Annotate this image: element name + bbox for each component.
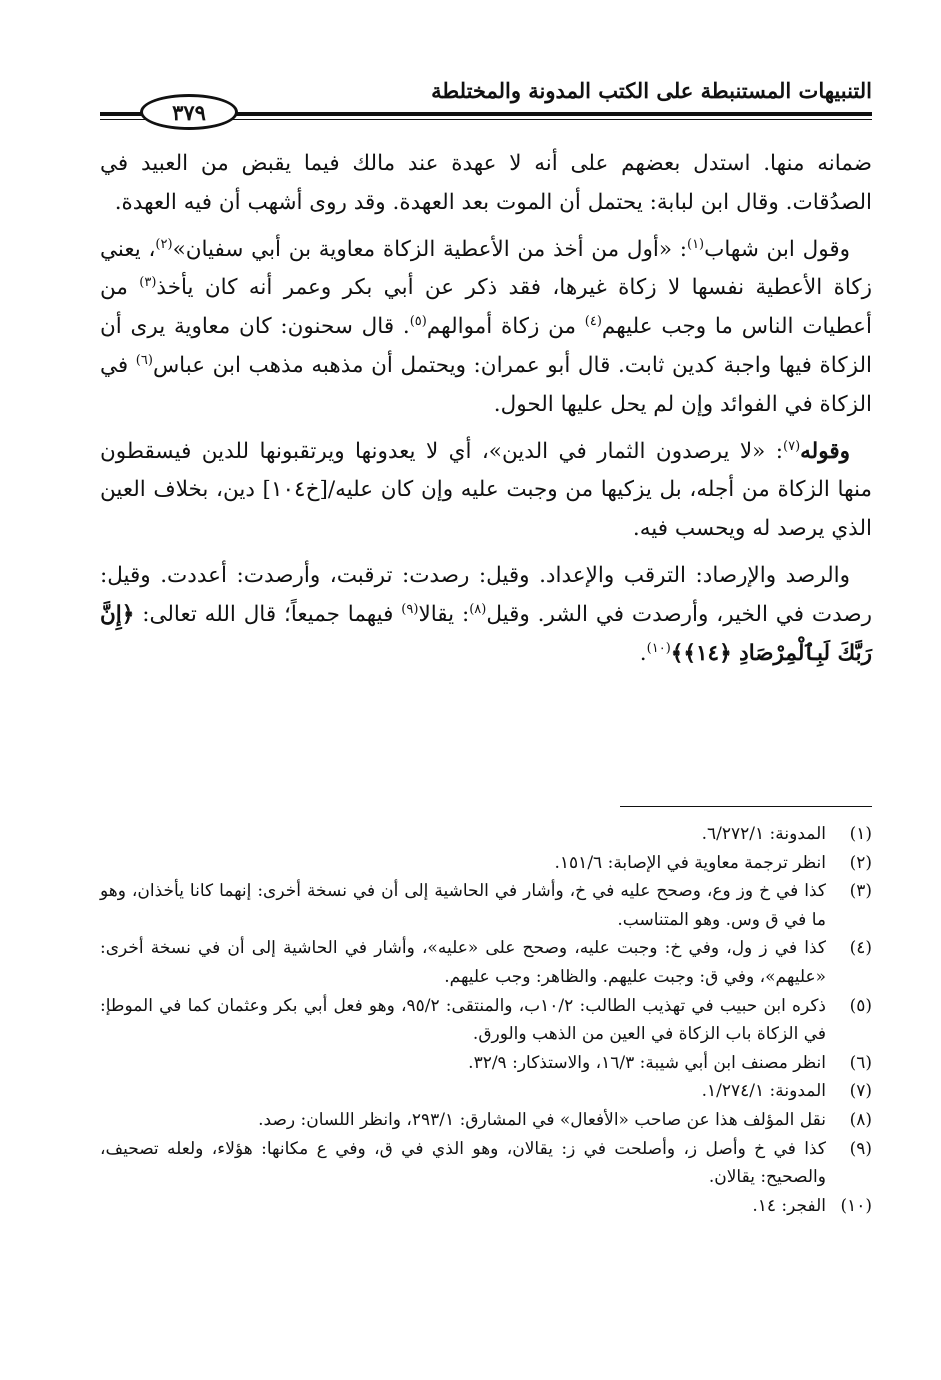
page-number-badge — [140, 94, 238, 130]
footnote-number: (٢) — [849, 852, 872, 873]
footnote-marker: (٥) — [409, 314, 427, 330]
lemma-bold: وقوله — [800, 438, 850, 464]
page-header — [100, 78, 872, 130]
paragraph-3 — [100, 433, 872, 549]
footnote — [100, 820, 872, 849]
footnote-text: كذا في ز ول، وفي خ: وجبت عليه، وصحح على «عليه»، وأشار في الحاشية إلى أن في نسخة أخرى: «عليهم»، وفي ق: وجبت عليهم. والظاهر: وجب عليهم. — [100, 938, 826, 987]
footnote — [100, 1077, 872, 1106]
footnote-marker: (٦) — [135, 352, 153, 368]
quran-verse: ﴿إِنَّ رَبَّكَ لَبِٱلْمِرْصَادِ ﴿١٤﴾﴾ — [100, 601, 872, 666]
footnote-number: (٩) — [849, 1138, 872, 1159]
text-run: في الزكاة في الفوائد وإن لم يحل عليها الحول. — [100, 352, 872, 417]
footnote-text: الفجر: ١٤. — [752, 1195, 826, 1216]
text-run: من زكاة أموالهم — [426, 314, 585, 340]
footnote — [100, 934, 872, 991]
text-run: فيهما جميعاً؛ قال الله تعالى: — [134, 601, 402, 627]
footnote-number: (٧) — [849, 1081, 872, 1102]
paragraph-1-text: ضمانه منها. استدل بعضهم على أنه لا عهدة عند مالك فيما يقبض من العبيد في الصدُقات. وقال ابن لبابة: يحتمل أن الموت بعد العهدة. وقد روى أشهب أن فيه العهدة. — [100, 151, 872, 215]
footnote-number: (٣) — [849, 881, 872, 902]
footnote-text: ذكره ابن حبيب في تهذيب الطالب: ١٠/٢ب، والمنتقى: ٩٥/٢، وهو فعل أبي بكر وعثمان كما في الموطإ: في الزكاة باب الزكاة في العين من الذهب والورق. — [100, 995, 826, 1045]
footnote-marker: (١) — [686, 236, 705, 252]
text-run: : يقالا — [418, 601, 470, 627]
footnote-marker: (٣) — [139, 275, 157, 291]
footnote-number: (٥) — [849, 995, 872, 1016]
footnote — [100, 1106, 872, 1135]
footnote-number: (٦) — [849, 1052, 872, 1073]
text-run: من أعطيات الناس ما وجب عليهم — [100, 275, 872, 340]
footnote-number: (٤) — [849, 938, 872, 959]
main-text — [100, 145, 872, 681]
footnote-text: انظر مصنف ابن أبي شيبة: ١٦/٣، والاستذكار: ٣٢/٩. — [468, 1052, 826, 1073]
text-run: . قال سحنون: كان معاوية يرى أن الزكاة فيها واجبة كدين ثابت. قال أبو عمران: ويحتمل أن مذهبه مذهب ابن عباس — [100, 314, 872, 378]
footnote-text: المدونة: ١/٢٧٤/١. — [701, 1081, 826, 1102]
footnote-marker: (٩) — [401, 601, 419, 617]
text-run: : «لا يرصدون الثمار في الدين»، أي لا يعدونها ويرتقبونها للدين فيسقطون منها الزكاة من أجله، بل يزكيها من وجبت عليه وإن كان عليه/[خ١٠٤] دين، بخلاف العين الذي يرصد له ويحسب فيه. — [100, 438, 872, 542]
footnote-marker: (٨) — [469, 601, 487, 617]
paragraph-1 — [100, 145, 872, 223]
text-run: ، يعني زكاة الأعطية نفسها لا زكاة غيرها، فقد ذكر عن أبي بكر وعمر أنه كان يأخذ — [100, 236, 872, 301]
footnote-number: (١) — [849, 824, 872, 844]
text-run: والرصد والإرصاد: الترقب والإعداد. وقيل: رصدت: ترقبت، وأرصدت: أعددت. وقيل: رصدت في الخير، وأرصدت في الشر. وقيل — [100, 562, 872, 627]
footnote-number: (١٠) — [840, 1195, 872, 1216]
paragraph-2 — [100, 231, 872, 425]
footnote — [100, 877, 872, 934]
page-number: ٣٧٩ — [172, 99, 206, 125]
running-title: التنبيهات المستنبطة على الكتب المدونة والمختلطة — [431, 78, 872, 103]
footnote — [100, 992, 872, 1049]
footnote-separator — [620, 806, 872, 807]
footnote-marker: (٢) — [155, 236, 173, 252]
footnote-text: المدونة: ٦/٢٧٢/١. — [701, 824, 826, 844]
text-run: : «أول من أخذ من الأعطية الزكاة معاوية بن أبي سفيان» — [172, 236, 687, 262]
footnote — [100, 1192, 872, 1221]
footnote — [100, 1135, 872, 1192]
footnote-number: (٨) — [849, 1109, 872, 1130]
footnote-text: انظر ترجمة معاوية في الإصابة: ١٥١/٦. — [554, 852, 826, 873]
footnote-marker: (٤) — [584, 314, 602, 330]
footnote-text: كذا في خ وأصل ز، وأصلحت في ز: يقالان، وهو الذي في ق، وفي ع مكانها: هؤلاء، ولعله تصحيف، والصحيح: يقالان. — [100, 1138, 826, 1188]
text-run: . — [639, 640, 647, 666]
footnotes — [100, 820, 872, 1220]
footnote-marker: (١٠) — [646, 640, 671, 656]
footnote-marker: (٧) — [783, 438, 801, 454]
footnote-text: نقل المؤلف هذا عن صاحب «الأفعال» في المشارق: ٢٩٣/١، وانظر اللسان: رصد. — [258, 1109, 826, 1130]
paragraph-4 — [100, 557, 872, 673]
footnote — [100, 849, 872, 878]
footnote — [100, 1049, 872, 1078]
text-run: وقول ابن شهاب — [704, 236, 850, 262]
footnote-text: كذا في خ وز وع، وصحح عليه في خ، وأشار في الحاشية إلى أن في نسخة أخرى: إنهما كانا يأخذان، وهو ما في ق وس. وهو المتناسب. — [100, 881, 827, 930]
